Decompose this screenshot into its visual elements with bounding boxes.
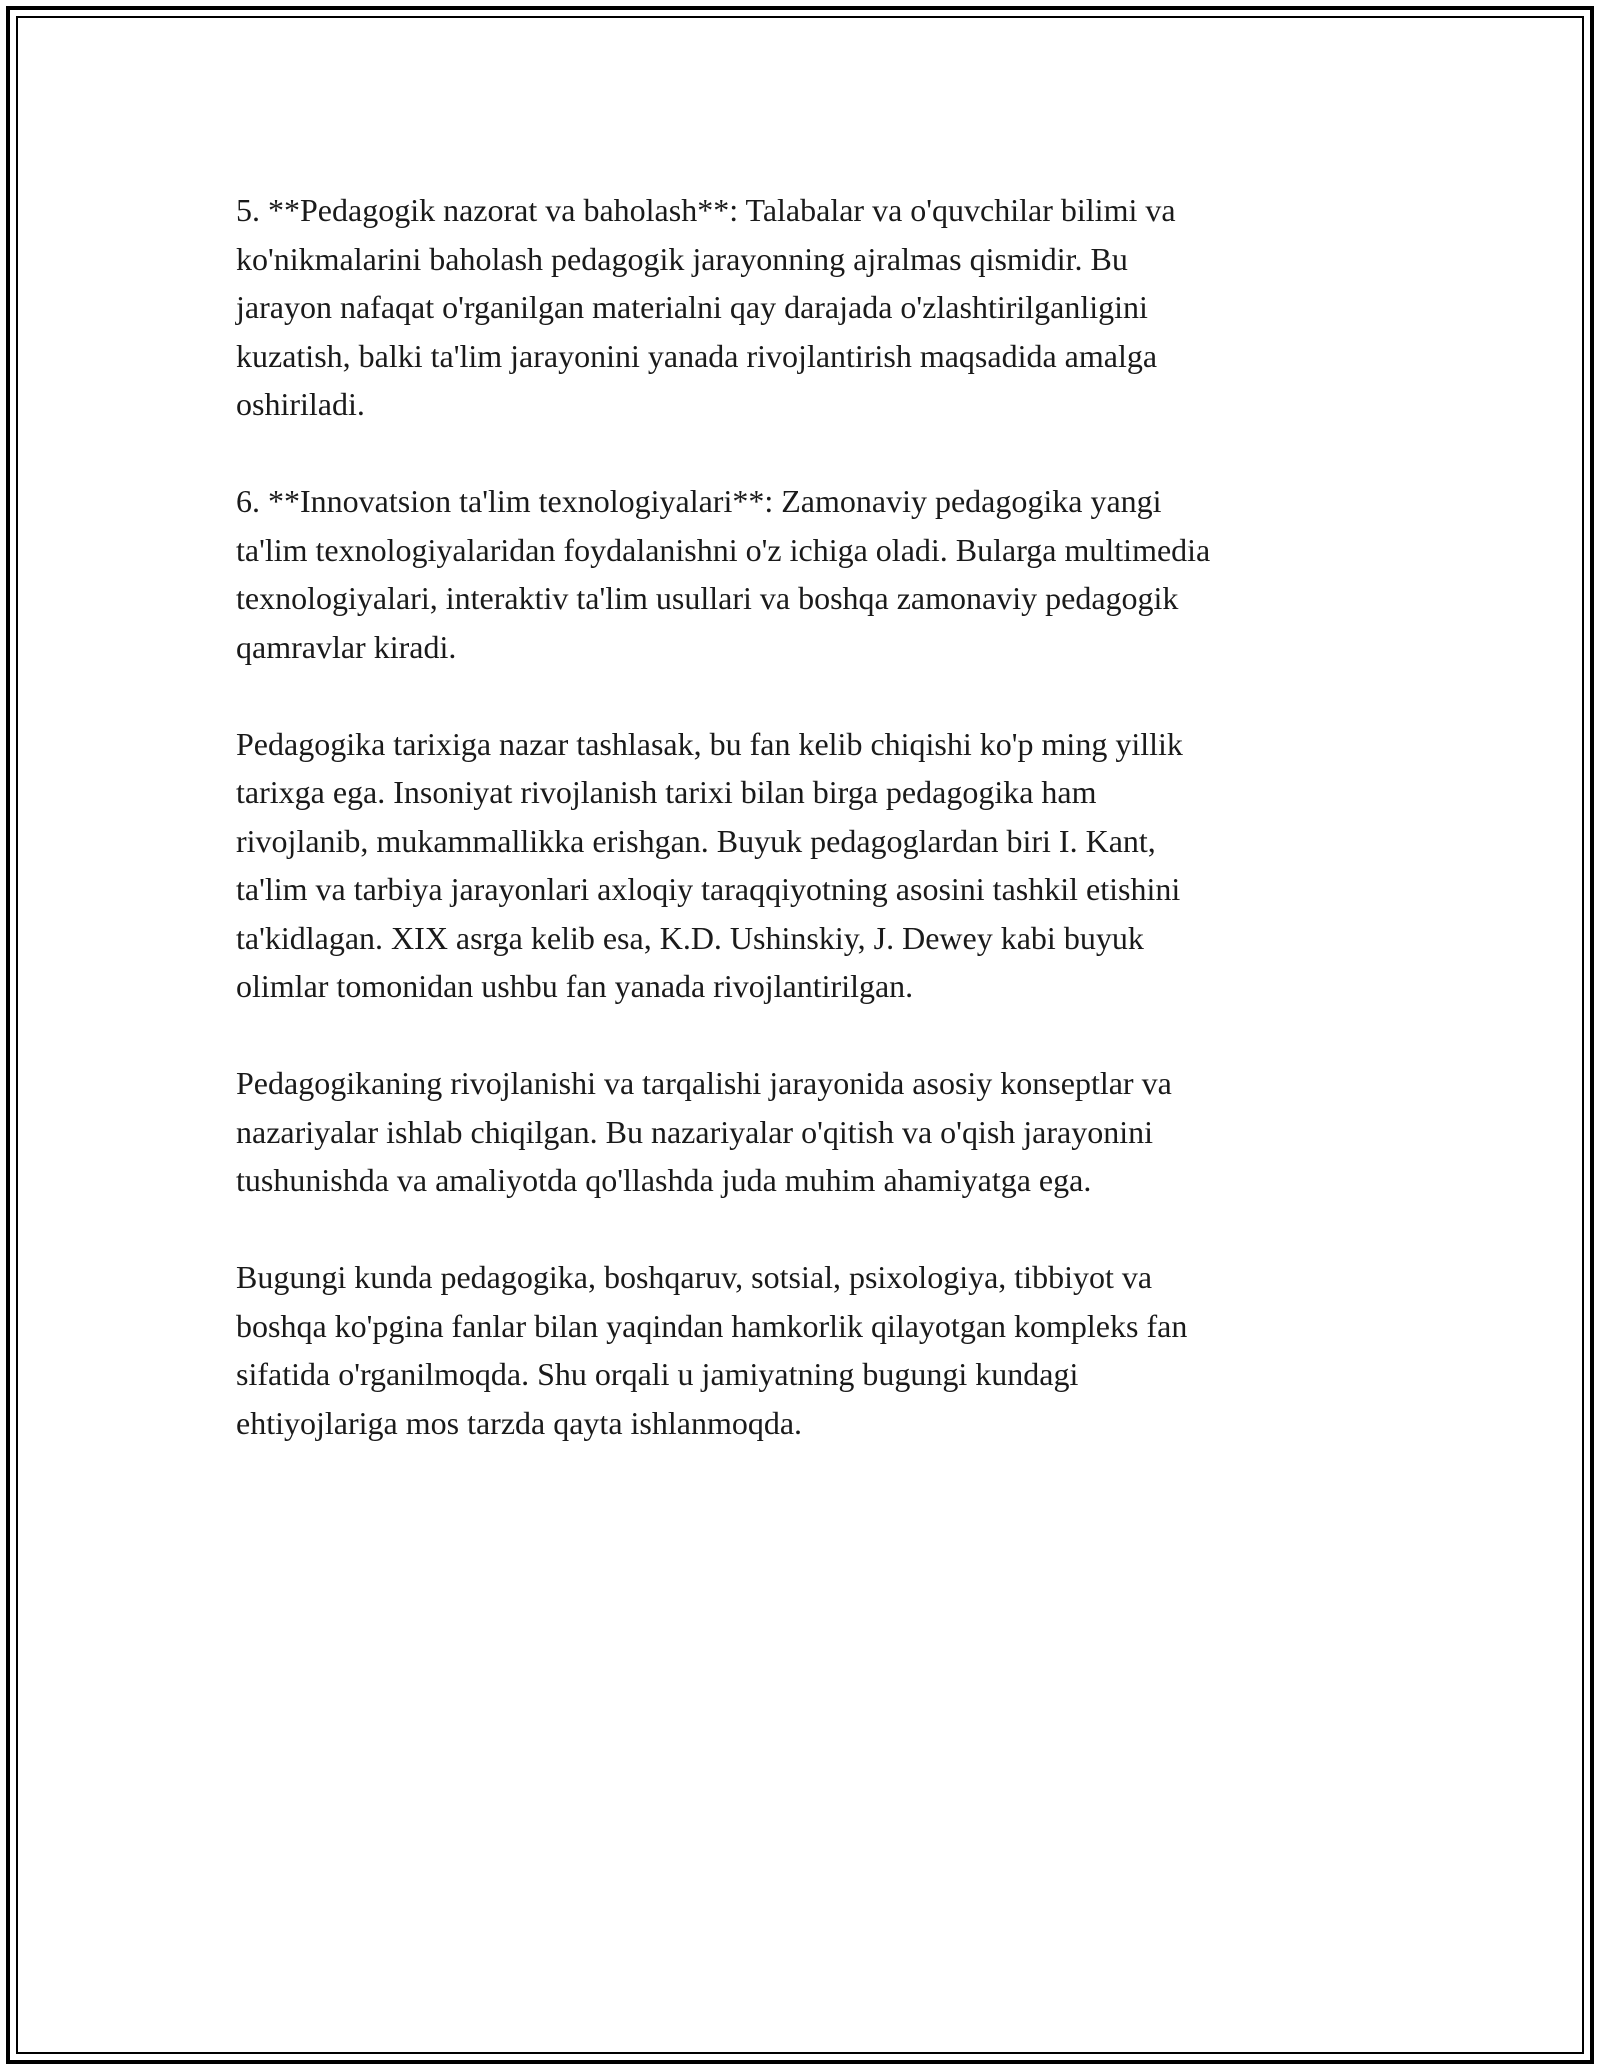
text-line: texnologiyalari, interaktiv ta'lim usullari va boshqa zamonaviy pedagogik <box>236 580 1179 616</box>
text-line: qamravlar kiradi. <box>236 628 457 665</box>
text-line: boshqa ko'pgina fanlar bilan yaqindan hamkorlik qilayotgan kompleks fan <box>236 1307 1188 1344</box>
paragraph-pedagogy-today <box>236 1253 1366 1447</box>
text-line: 5. **Pedagogik nazorat va baholash**: Talabalar va o'quvchilar bilimi va <box>236 192 1176 228</box>
paragraph-pedagogical-assessment <box>236 186 1366 429</box>
text-line: rivojlanib, mukammallikka erishgan. Buyuk pedagoglardan biri I. Kant, <box>236 822 1156 859</box>
paragraph-pedagogy-history <box>236 720 1366 1011</box>
text-line: ta'lim va tarbiya jarayonlari axloqiy taraqqiyotning asosini tashkil etishini <box>236 871 1181 907</box>
text-line: 6. **Innovatsion ta'lim texnologiyalari**: Zamonaviy pedagogika yangi <box>236 483 1162 519</box>
text-line: ko'nikmalarini baholash pedagogik jarayonning ajralmas qismidir. Bu <box>236 240 1128 277</box>
text-line: Pedagogika tarixiga nazar tashlasak, bu fan kelib chiqishi ko'p ming yillik <box>236 725 1183 762</box>
text-line: sifatida o'rganilmoqda. Shu orqali u jamiyatning bugungi kundagi <box>236 1356 1079 1392</box>
text-line: olimlar tomonidan ushbu fan yanada rivojlantirilgan. <box>236 968 914 1004</box>
text-line: ehtiyojlariga mos tarzda qayta ishlanmoqda. <box>236 1404 803 1441</box>
text-line: oshiriladi. <box>236 386 365 422</box>
text-line: ta'lim texnologiyalaridan foydalanishni o'z ichiga oladi. Bularga multimedia <box>236 531 1211 568</box>
text-line: ta'kidlagan. XIX asrga kelib esa, K.D. Ushinskiy, J. Dewey kabi buyuk <box>236 919 1144 956</box>
document-body <box>236 186 1366 1496</box>
text-line: Bugungi kunda pedagogika, boshqaruv, sotsial, psixologiya, tibbiyot va <box>236 1259 1153 1295</box>
text-line: nazariyalar ishlab chiqilgan. Bu nazariyalar o'qitish va o'qish jarayonini <box>236 1113 1154 1150</box>
text-line: jarayon nafaqat o'rganilgan materialni qay darajada o'zlashtirilganligini <box>236 289 1148 325</box>
text-line: tushunishda va amaliyotda qo'llashda juda muhim ahamiyatga ega. <box>236 1162 1092 1198</box>
text-line: Pedagogikaning rivojlanishi va tarqalishi jarayonida asosiy konseptlar va <box>236 1065 1172 1101</box>
text-line: kuzatish, balki ta'lim jarayonini yanada rivojlantirish maqsadida amalga <box>236 337 1158 374</box>
paragraph-innovative-technologies <box>236 477 1366 671</box>
text-line: tarixga ega. Insoniyat rivojlanish tarixi bilan birga pedagogika ham <box>236 774 1097 810</box>
paragraph-concepts-theories <box>236 1059 1366 1205</box>
